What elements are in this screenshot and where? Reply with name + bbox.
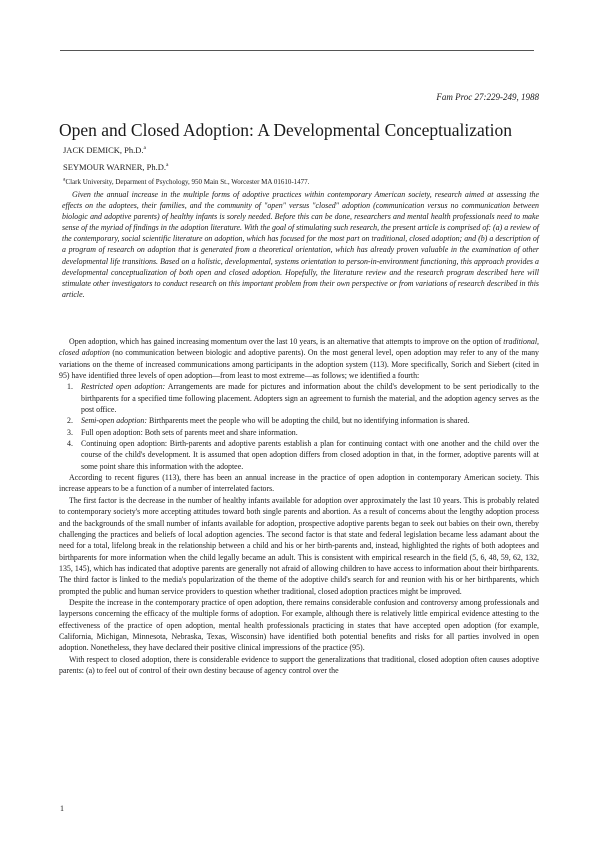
list-text: Full open adoption: Both sets of parents meet and share information.: [81, 427, 298, 437]
body-paragraph: The first factor is the decrease in the number of healthy infants available for adoption over approximately the last 10 years. This is probably related to contemporary society's more accepting attitudes toward both single parents and abortion. As a result of concerns about the lengthy adoption process and the backgrounds of the small number of infants available for adoption, prospective adoptive parents began to seek out babies on their own, thereby challenging the practices and beliefs of local adoption agencies. The second factor is that state and federal legislation became less adamant about the need for a total, lifelong break in the relationship between a child and his or her birth-parents and, instead, highlighted the rights of both adoptees and birthparents for more information when the child legally became an adult. This is consistent with empirical research in the field (5, 6, 48, 59, 62, 132, 135, 145), which has indicated that adoptive parents are generally not afraid of allowing children to have access to information about their birthparents. The third factor is linked to the media's popularization of the theme of the adoptive child's search for and reunion with his or her birthparents, which prompted the public and human service providers to question whether traditional, closed adoption practices might be improved.: [59, 495, 539, 596]
list-number: 3.: [67, 427, 73, 437]
adoption-levels-list: [59, 381, 539, 472]
author-name: JACK DEMICK, Ph.D.: [63, 145, 144, 155]
list-term: Restricted open adoption:: [81, 382, 166, 392]
author-name: SEYMOUR WARNER, Ph.D.: [63, 162, 167, 172]
header-rule: [60, 50, 534, 51]
affiliation-mark: a: [166, 162, 169, 169]
affiliation-text: Clark University, Deparment of Psychology, 950 Main St., Worcester MA 01610-1477.: [65, 178, 310, 186]
list-number: 1.: [67, 382, 73, 392]
list-item: [59, 427, 539, 438]
intro-text: Open adoption, which has gained increasing momentum over the last 10 years, is an alternative that attempts to improve on the option of: [69, 337, 504, 346]
list-item: [59, 381, 539, 415]
author-2: [63, 162, 169, 172]
abstract: Given the annual increase in the multiple forms of adoptive practices within contemporary American society, research aimed at assessing the effects on the adoptees, their families, and the community of "open" versus "closed" adoption (communication versus no communication between biologic and adoptive parents) of healthy infants is sorely needed. Before this can be done, researchers and mental health professionals need to make sense of the myriad of findings in the adoption literature. With the goal of stimulating such research, the present article is comprised of: (a) a review of the contemporary, social scientific literature on adoption, which has focused for the most part on traditional, closed adoption; and (b) a description of a program of research on adoption that is generated from a theoretical orientation, which has already proven valuable in the examination of other developmental life transitions. Based on a holistic, developmental, systems orientation to person-in-environment functioning, this approach provides a developmental conceptualization of both open and closed adoption. Hopefully, the literature review and the research program described here will stimulate other investigators to conduct research on this important problem from their own perspective or from variations of research described in this article.: [62, 190, 539, 299]
intro-paragraph: [59, 336, 539, 381]
journal-citation: Fam Proc 27:229-249, 1988: [436, 92, 539, 102]
list-item: [59, 438, 539, 472]
list-item: [59, 415, 539, 426]
body-paragraph: Despite the increase in the contemporary practice of open adoption, there remains considerable confusion and controversy among professionals and laypersons concerning the efficacy of the multiple forms of adoption. For example, although there is relatively little empirical evidence attesting to the effectiveness of the practice of open adoption, mental health professionals practicing in states that have accepted open adoption (for example, California, Michigan, Minnesota, Nebraska, Texas, Wisconsin) have identified both potential benefits and risks for all parties involved in open adoption. Nonetheless, they have declared their positive clinical impressions of the practice (95).: [59, 597, 539, 653]
list-text: Continuing open adoption: Birth-parents and adoptive parents establish a plan for continuing contact with one another and the child over the course of the child's development. It is assumed that open adoption differs from closed adoption in that, in the former, adoptive parents will at some point share this information with the adoptee.: [81, 439, 539, 471]
article-title: Open and Closed Adoption: A Developmental Conceptualization: [59, 120, 512, 140]
list-number: 2.: [67, 416, 73, 426]
affiliation-mark: a: [143, 145, 146, 152]
page-number: 1: [60, 804, 64, 813]
article-body: [59, 336, 539, 676]
intro-emphasis: traditional, closed adoption: [59, 337, 539, 358]
list-number: 4.: [67, 439, 73, 449]
affiliation-mark: a: [63, 176, 66, 183]
body-paragraph: With respect to closed adoption, there is considerable evidence to support the generalizations that traditional, closed adoption often causes adoptive parents: (a) to feel out of control of their own destiny because of agency control over the: [59, 654, 539, 675]
list-text: Birthparents meet the people who will be adopting the child, but no identifying information is shared.: [146, 416, 470, 426]
list-term: Semi-open adoption:: [81, 416, 147, 426]
author-affiliation: [63, 178, 309, 187]
body-paragraph: According to recent figures (113), there has been an annual increase in the practice of open adoption in contemporary American society. This increase appears to be a function of a number of interrelated factors.: [59, 473, 539, 494]
author-1: [63, 145, 146, 155]
intro-text-continued: (no communication between biologic and adoptive parents). On the most general level, open adoption may refer to any of the many variations on the theme of increased communications among participants in the adoption system (113). More specifically, Sorich and Siebert (cited in 95) have identified three levels of open adoption—from least to most extreme—as follows; we identified a fourth:: [59, 348, 540, 381]
list-text: Arrangements are made for pictures and information about the child's development to be sent periodically to the birthparents for a specified time following placement. Adopters sign an agreement to furnish the material, and the adoption agency serves as the post office.: [81, 382, 539, 415]
